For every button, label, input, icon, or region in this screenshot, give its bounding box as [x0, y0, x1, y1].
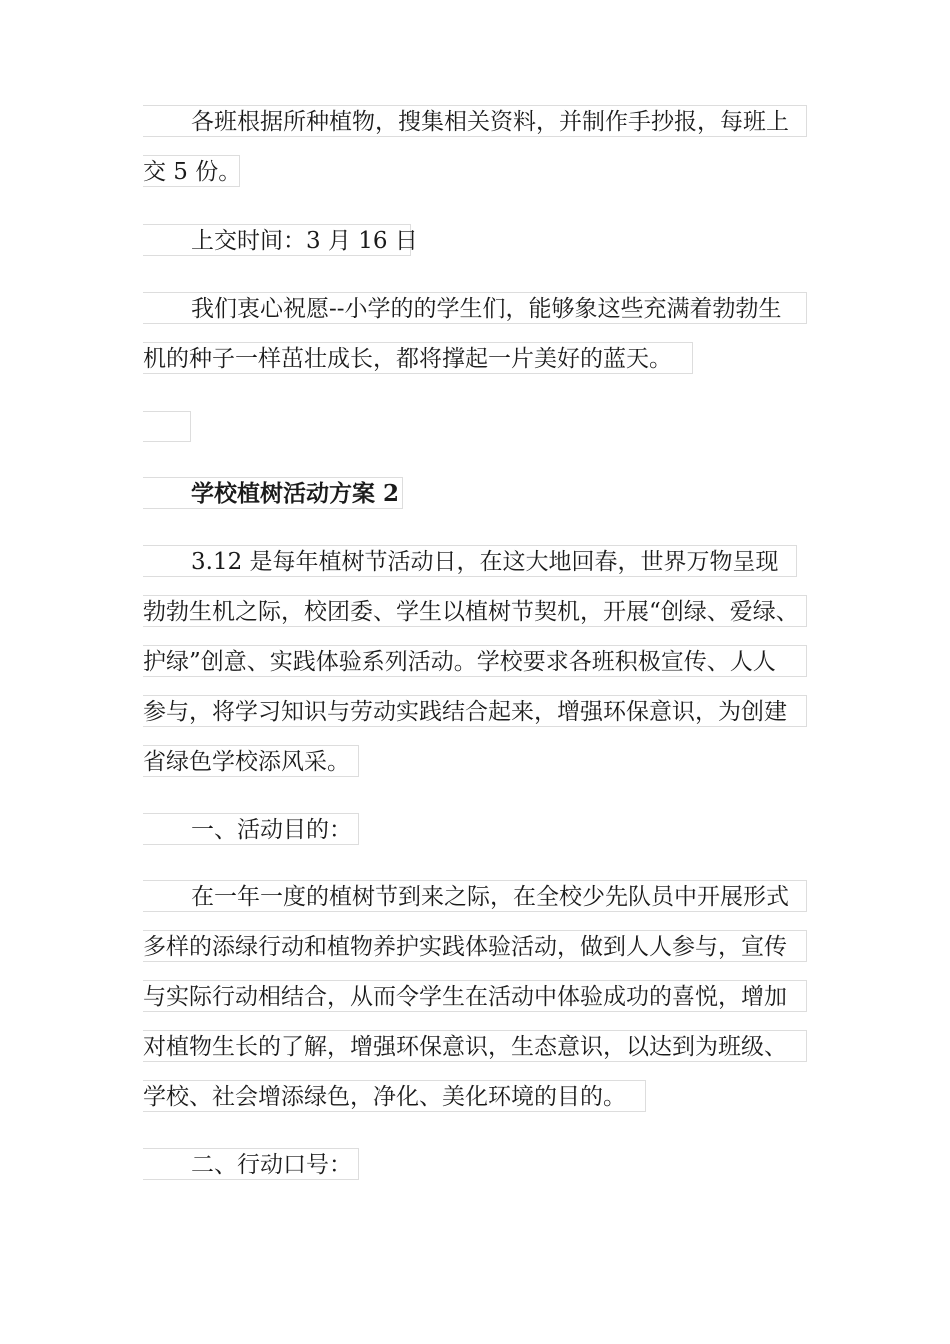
- paragraph-line: 勃勃生机之际，校团委、学生以植树节契机，开展“创绿、爱绿、: [143, 595, 807, 627]
- paragraph-line: 多样的添绿行动和植物养护实践体验活动，做到人人参与，宣传: [143, 930, 807, 962]
- paragraph-line: 3.12 是每年植树节活动日，在这大地回春，世界万物呈现: [143, 545, 797, 577]
- section-title: 学校植树活动方案 2: [143, 477, 403, 509]
- paragraph-line: 上交时间：3 月 16 日: [143, 224, 411, 256]
- section-heading: 一、活动目的：: [143, 813, 359, 845]
- paragraph-line: 交 5 份。: [143, 155, 240, 187]
- paragraph-line: 省绿色学校添风采。: [143, 745, 359, 777]
- paragraph-line: 学校、社会增添绿色，净化、美化环境的目的。: [143, 1080, 646, 1112]
- paragraph-line: 机的种子一样茁壮成长，都将撑起一片美好的蓝天。: [143, 342, 693, 374]
- paragraph-line: 护绿”创意、实践体验系列活动。学校要求各班积极宣传、人人: [143, 645, 807, 677]
- paragraph-line: 参与，将学习知识与劳动实践结合起来，增强环保意识，为创建: [143, 695, 807, 727]
- paragraph-line: 我们衷心祝愿--小学的的学生们，能够象这些充满着勃勃生: [143, 292, 807, 324]
- paragraph-line: 对植物生长的了解，增强环保意识，生态意识，以达到为班级、: [143, 1030, 807, 1062]
- paragraph-line: 各班根据所种植物，搜集相关资料，并制作手抄报，每班上: [143, 105, 807, 137]
- section-heading: 二、行动口号：: [143, 1148, 359, 1180]
- empty-paragraph-box: [143, 411, 191, 442]
- paragraph-line: 与实际行动相结合，从而令学生在活动中体验成功的喜悦，增加: [143, 980, 807, 1012]
- paragraph-line: 在一年一度的植树节到来之际，在全校少先队员中开展形式: [143, 880, 807, 912]
